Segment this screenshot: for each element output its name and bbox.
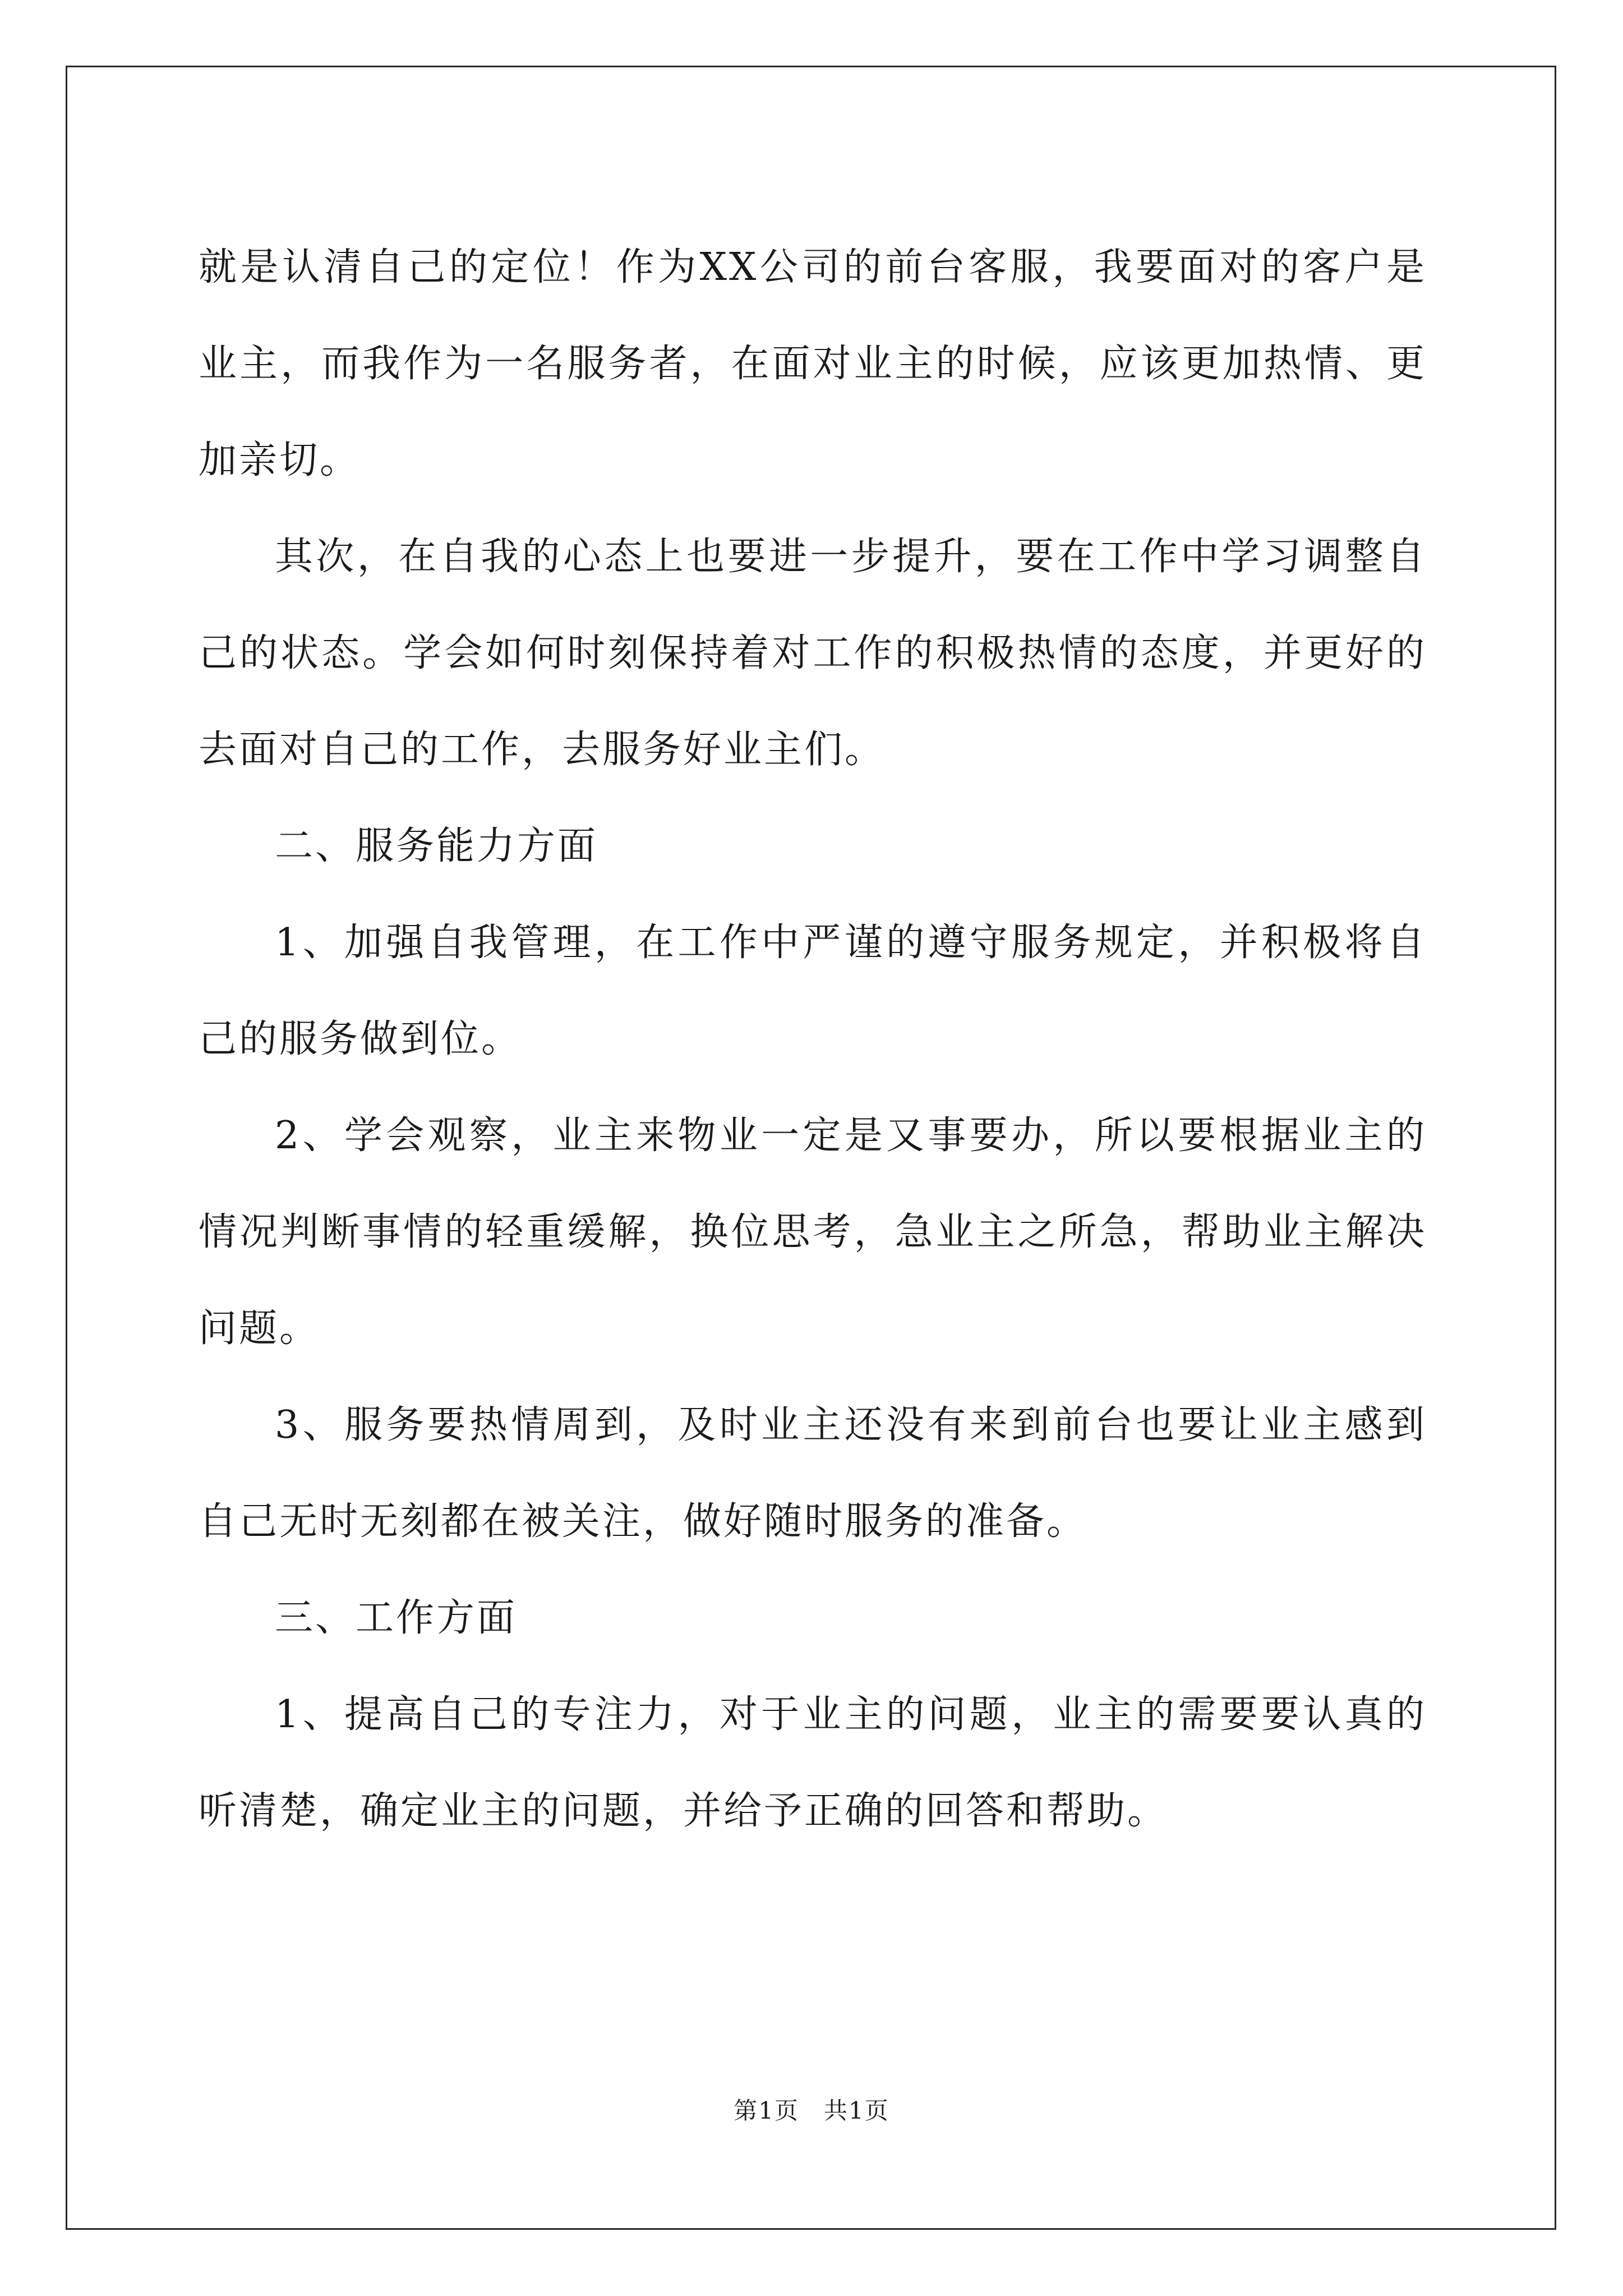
section-heading: 三、工作方面 (275, 1596, 518, 1640)
list-item: 3、服务要热情周到，及时业主还没有来到前台也要让业主感到自己无时无刻都在被关注，做好随时服务的准备。 (199, 1403, 1427, 1544)
page-number-footer: 第1页 共1页 (734, 2097, 889, 2124)
section-heading: 二、服务能力方面 (275, 824, 598, 868)
list-item: 1、提高自己的专注力，对于业主的问题，业主的需要要认真的听清楚，确定业主的问题，并给予正确的回答和帮助。 (199, 1692, 1427, 1833)
list-item: 2、学会观察，业主来物业一定是又事要办，所以要根据业主的情况判断事情的轻重缓解，换位思考，急业主之所急，帮助业主解决问题。 (199, 1114, 1427, 1351)
paragraph: 就是认清自己的定位！作为XX公司的前台客服，我要面对的客户是业主，而我作为一名服务者，在面对业主的时候，应该更加热情、更加亲切。 (199, 245, 1427, 482)
paragraph: 其次，在自我的心态上也要进一步提升，要在工作中学习调整自己的状态。学会如何时刻保持着对工作的积极热情的态度，并更好的去面对自己的工作，去服务好业主们。 (199, 535, 1427, 772)
document-body (199, 219, 1427, 1860)
list-item: 1、加强自我管理，在工作中严谨的遵守服务规定，并积极将自己的服务做到位。 (199, 921, 1427, 1061)
